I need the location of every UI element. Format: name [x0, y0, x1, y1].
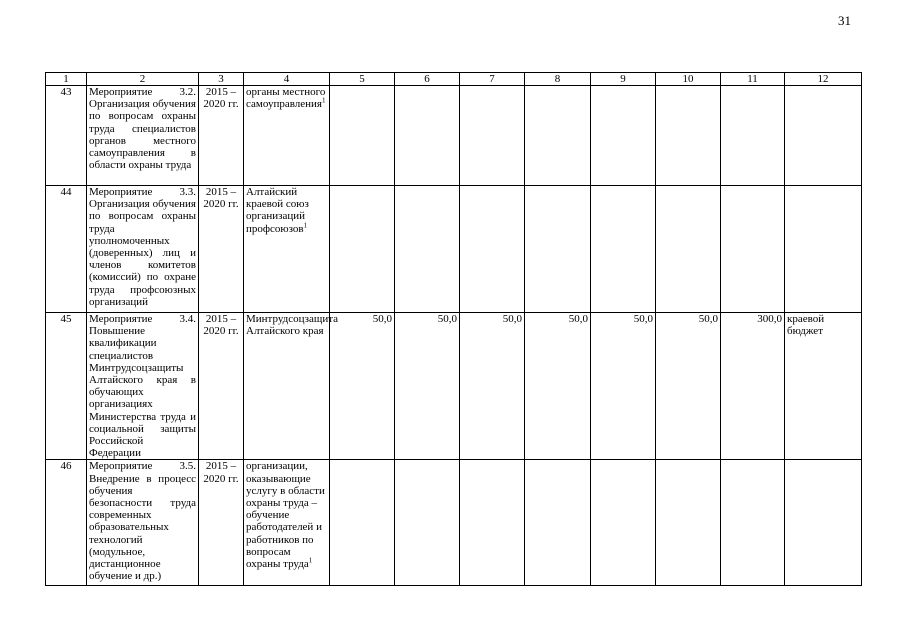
value-cell: [721, 460, 785, 586]
column-header: 6: [395, 73, 460, 86]
value-cell: [330, 460, 395, 586]
value-cell: [591, 460, 656, 586]
column-header: 11: [721, 73, 785, 86]
value-cell: [460, 186, 525, 313]
executor-text: органы местного самоуправления: [246, 86, 326, 111]
value-cell: [460, 460, 525, 586]
column-header: 1: [46, 73, 87, 86]
footnote-mark: 1: [321, 96, 326, 105]
column-header: 5: [330, 73, 395, 86]
value-cell: [656, 186, 721, 313]
column-header: 8: [525, 73, 591, 86]
value-cell: [656, 86, 721, 186]
executor-text: организации, оказывающие услугу в области охраны труда – обучение работодателей и работников по вопросам охраны труда: [246, 460, 325, 571]
value-cell: [525, 86, 591, 186]
value-cell: [330, 86, 395, 186]
value-cell: 300,0: [721, 313, 785, 460]
funding-source: [785, 460, 862, 586]
executor: [244, 186, 330, 313]
value-cell: 50,0: [395, 313, 460, 460]
table-row: [46, 460, 862, 586]
value-cell: [525, 186, 591, 313]
period: 2015 – 2020 гг.: [199, 86, 244, 186]
activity-name: Мероприятие 3.2. Организация обучения по вопросам охраны труда специалистов органов местного самоуправления в области охраны труда: [87, 86, 199, 186]
table-row: [46, 86, 862, 186]
column-header: 2: [87, 73, 199, 86]
value-cell: [591, 186, 656, 313]
executor-text: Алтайский краевой союз организаций профсоюзов: [246, 186, 309, 235]
period: 2015 – 2020 гг.: [199, 313, 244, 460]
row-number: 43: [46, 86, 87, 186]
value-cell: [330, 186, 395, 313]
page-number: 31: [838, 13, 851, 28]
value-cell: [395, 186, 460, 313]
column-header: 12: [785, 73, 862, 86]
funding-source: [785, 86, 862, 186]
program-table: [45, 72, 862, 586]
funding-source: [785, 186, 862, 313]
column-header: 10: [656, 73, 721, 86]
column-header: 9: [591, 73, 656, 86]
value-cell: 50,0: [460, 313, 525, 460]
period: 2015 – 2020 гг.: [199, 460, 244, 586]
value-cell: [591, 86, 656, 186]
value-cell: [721, 186, 785, 313]
value-cell: [395, 460, 460, 586]
footnote-mark: 1: [308, 556, 313, 565]
table-row: [46, 313, 862, 460]
value-cell: [395, 86, 460, 186]
value-cell: [460, 86, 525, 186]
row-number: 45: [46, 313, 87, 460]
value-cell: [525, 460, 591, 586]
value-cell: [656, 460, 721, 586]
value-cell: 50,0: [591, 313, 656, 460]
column-header: 4: [244, 73, 330, 86]
column-header: 7: [460, 73, 525, 86]
executor-text: Минтрудсоцзащита Алтайского края: [246, 313, 339, 338]
period: 2015 – 2020 гг.: [199, 186, 244, 313]
activity-name: Мероприятие 3.3. Организация обучения по вопросам охраны труда уполномоченных (доверенных) лиц и членов комитетов (комиссий) по охране труда профсоюзных организаций: [87, 186, 199, 313]
activity-name: Мероприятие 3.4. Повышение квалификации специалистов Минтрудсоцзащиты Алтайского края в обучающих организациях Министерства труда и социальной защиты Российской Федерации: [87, 313, 199, 460]
column-header: 3: [199, 73, 244, 86]
value-cell: 50,0: [330, 313, 395, 460]
executor: [244, 460, 330, 586]
value-cell: [721, 86, 785, 186]
row-number: 44: [46, 186, 87, 313]
value-cell: 50,0: [656, 313, 721, 460]
activity-name: Мероприятие 3.5. Внедрение в процесс обучения безопасности труда современных образовательных технологий (модульное, дистанционное обучение и др.): [87, 460, 199, 586]
executor: [244, 86, 330, 186]
executor: [244, 313, 339, 460]
value-cell: 50,0: [525, 313, 591, 460]
footnote-mark: 1: [303, 220, 308, 229]
funding-source: краевой бюджет: [785, 313, 862, 460]
table-row: [46, 186, 862, 313]
row-number: 46: [46, 460, 87, 586]
header-row: [46, 73, 862, 86]
